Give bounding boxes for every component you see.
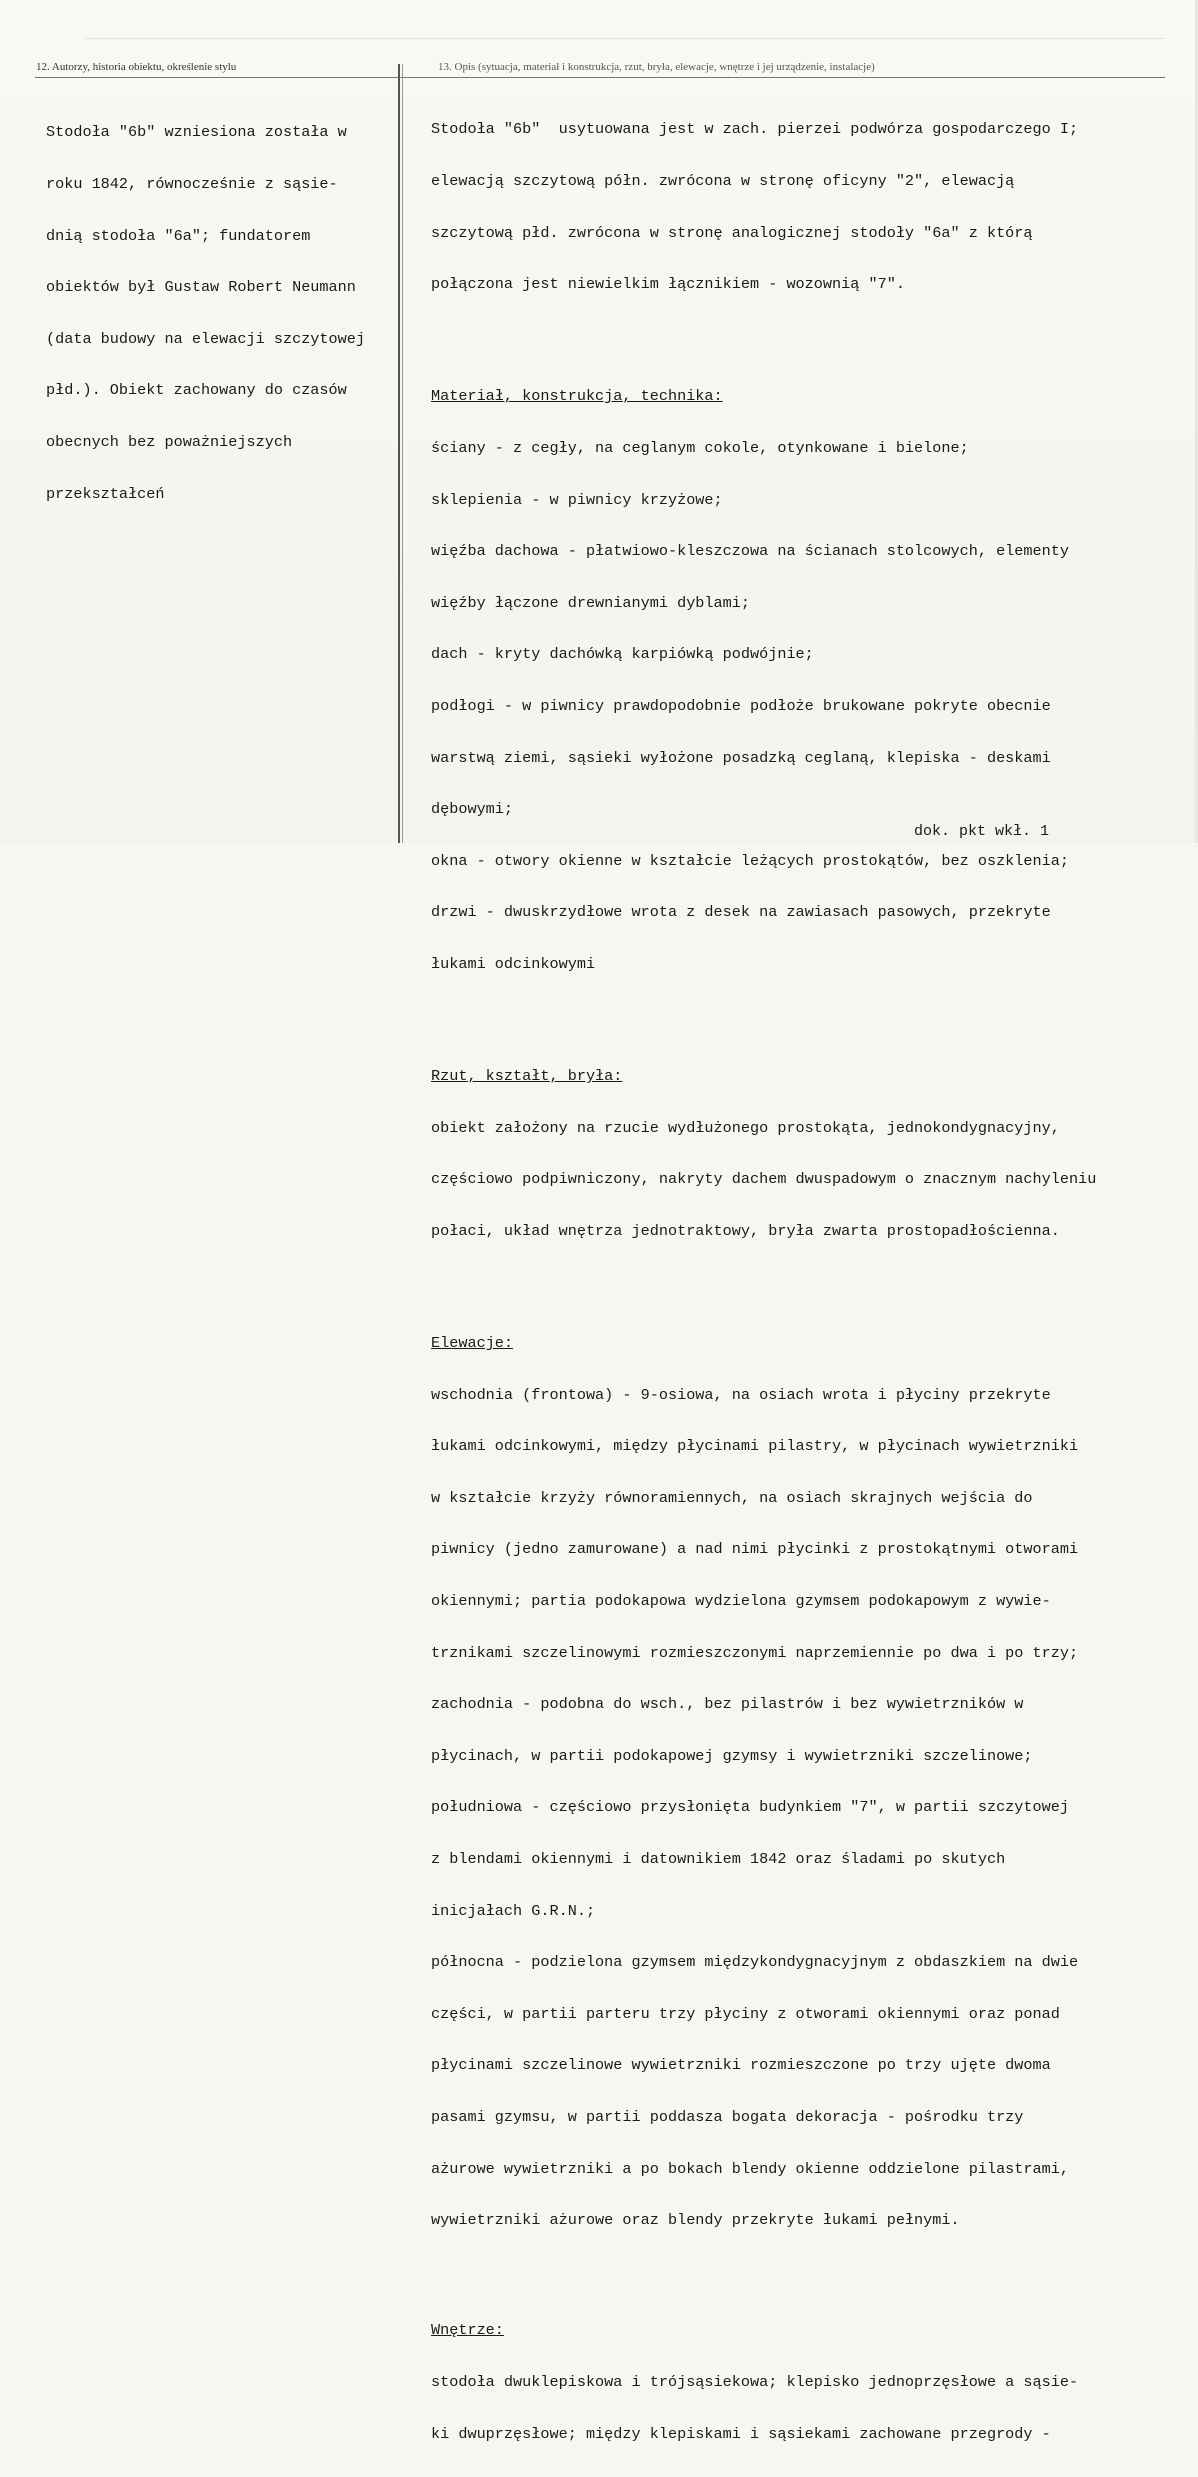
elevation-line: wschodnia (frontowa) - 9-osiowa, na osiach wrota i płyciny przekryte xyxy=(431,1385,1051,1404)
intro-line: elewacją szczytową półn. zwrócona w stronę oficyny "2", elewacją xyxy=(431,172,1015,190)
material-line: podłogi - w piwnicy prawdopodobnie podłoże brukowane pokryte obecnie xyxy=(431,696,1051,715)
elevation-line: łukami odcinkowymi, między płycinami pilastry, w płycinach wywietrzniki xyxy=(431,1437,1079,1456)
text-line: Stodoła "6b" wzniesiona została w xyxy=(46,123,347,142)
material-line: dębowymi; xyxy=(431,800,514,819)
elevation-line: trznikami szczelinowymi rozmieszczonymi naprzemiennie po dwa i po trzy; xyxy=(431,1643,1079,1662)
section-heading-material: Materiał, konstrukcja, technika: xyxy=(431,387,723,406)
interior-line: stodoła dwuklepiskowa i trójsąsiekowa; klepisko jednoprzęsłowe a sąsie- xyxy=(431,2373,1079,2391)
elevation-line: północna - podzielona gzymsem międzykondygnacyjnym z obdaszkiem na dwie xyxy=(431,1953,1079,1972)
text-line: dnią stodoła "6a"; fundatorem xyxy=(46,226,311,245)
plan-line: częściowo podpiwniczony, nakryty dachem dwuspadowym o znacznym nachyleniu xyxy=(431,1170,1097,1189)
text-line: obiektów był Gustaw Robert Neumann xyxy=(46,278,356,297)
material-line: drzwi - dwuskrzydłowe wrota z desek na zawiasach pasowych, przekryte xyxy=(431,903,1051,922)
elevation-line: płycinach, w partii podokapowej gzymsy i wywietrzniki szczelinowe; xyxy=(431,1746,1033,1765)
page-reference: dok. pkt wkł. 1 xyxy=(914,823,1050,840)
elevation-line: piwnicy (jedno zamurowane) a nad nimi płycinki z prostokątnymi otworami xyxy=(431,1540,1079,1559)
header-left: 12. Autorzy, historia obiektu, określenie stylu xyxy=(36,61,237,73)
intro-line: Stodoła "6b" usytuowana jest w zach. pierzei podwórza gospodarczego I; xyxy=(431,120,1079,139)
section-heading-plan: Rzut, kształt, bryła: xyxy=(431,1067,623,1086)
material-line: sklepienia - w piwnicy krzyżowe; xyxy=(431,490,723,509)
material-line: okna - otwory okienne w kształcie leżących prostokątów, bez oszklenia; xyxy=(431,851,1069,870)
elevation-line: płycinami szczelinowe wywietrzniki rozmieszczone po trzy ujęte dwoma xyxy=(431,2056,1051,2075)
elevation-line: w kształcie krzyży równoramiennych, na osiach skrajnych wejścia do xyxy=(431,1488,1033,1507)
elevation-line: pasami gzymsu, w partii poddasza bogata dekoracja - pośrodku trzy xyxy=(431,2108,1024,2127)
elevation-line: części, w partii parteru trzy płyciny z otworami okiennymi oraz ponad xyxy=(431,2004,1060,2023)
plan-line: połaci, układ wnętrza jednotraktowy, bryła zwarta prostopadłościenna. xyxy=(431,1221,1060,1240)
text-line: przekształceń xyxy=(46,484,165,503)
elevation-line: zachodnia - podobna do wsch., bez pilastrów i bez wywietrzników w xyxy=(431,1695,1024,1714)
elevation-line: z blendami okiennymi i datownikiem 1842 oraz śladami po skutych xyxy=(431,1850,1006,1869)
material-line: dach - kryty dachówką karpiówką podwójnie; xyxy=(431,645,814,664)
material-line: więźby łączone drewnianymi dyblami; xyxy=(431,593,750,612)
text-line: roku 1842, równocześnie z sąsie- xyxy=(46,175,338,193)
elevation-line: ażurowe wywietrzniki a po bokach blendy okienne oddzielone pilastrami, xyxy=(431,2159,1069,2178)
material-line: warstwą ziemi, sąsieki wyłożone posadzką ceglaną, klepiska - deskami xyxy=(431,748,1051,767)
interior-line: ki dwuprzęsłowe; między klepiskami i sąsiekami zachowane przegrody - xyxy=(431,2424,1051,2443)
left-column xyxy=(46,90,365,537)
faint-top-line xyxy=(85,38,1165,39)
material-line: łukami odcinkowymi xyxy=(431,954,596,973)
elevation-line: południowa - częściowo przysłonięta budynkiem "7", w partii szczytowej xyxy=(431,1798,1069,1817)
elevation-line: wywietrzniki ażurowe oraz blendy przekryte łukami pełnymi. xyxy=(431,2211,960,2230)
elevation-line: inicjałach G.R.N.; xyxy=(431,1901,596,1920)
intro-line: połączona jest niewielkim łącznikiem - wozownią "7". xyxy=(431,275,905,294)
section-heading-elevations: Elewacje: xyxy=(431,1334,514,1353)
material-line: ściany - z cegły, na ceglanym cokole, otynkowane i bielone; xyxy=(431,438,969,457)
text-line: obecnych bez poważniejszych xyxy=(46,432,293,451)
column-divider xyxy=(398,64,400,843)
column-divider-inner xyxy=(402,64,403,843)
text-line: (data budowy na elewacji szczytowej xyxy=(46,329,365,348)
plan-line: obiekt założony na rzucie wydłużonego prostokąta, jednokondygnacyjny, xyxy=(431,1118,1060,1137)
right-column xyxy=(431,87,1096,2477)
header-right: 13. Opis (sytuacja, materiał i konstrukcja, rzut, bryła, elewacje, wnętrze i jej urządzenie, instalacje) xyxy=(438,61,875,73)
header-rule xyxy=(35,77,1165,78)
text-line: płd.). Obiekt zachowany do czasów xyxy=(46,381,347,400)
elevation-line: okiennymi; partia podokapowa wydzielona gzymsem podokapowym z wywie- xyxy=(431,1592,1051,1611)
intro-line: szczytową płd. zwrócona w stronę analogicznej stodoły "6a" z którą xyxy=(431,223,1033,242)
material-line: więźba dachowa - płatwiowo-kleszczowa na ścianach stolcowych, elementy xyxy=(431,542,1069,561)
section-heading-interior: Wnętrze: xyxy=(431,2321,504,2340)
